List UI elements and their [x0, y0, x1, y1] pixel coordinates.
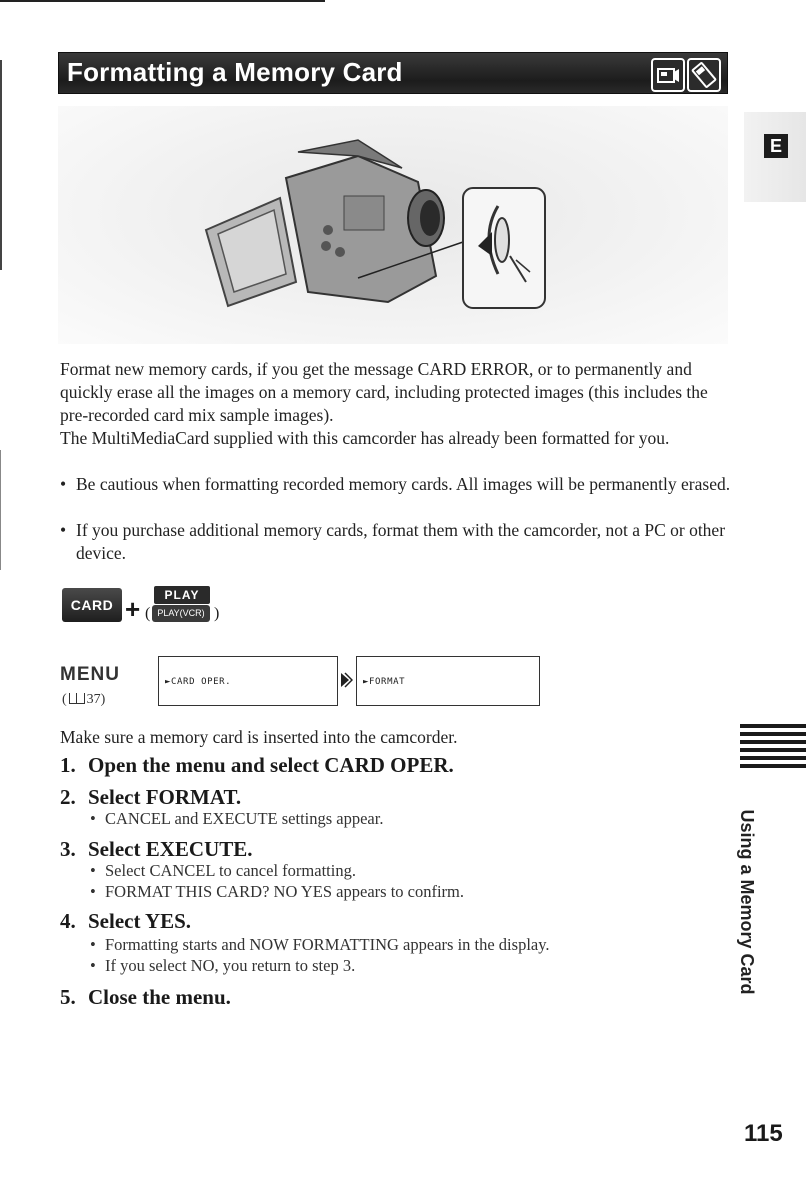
detail-text: Formatting starts and NOW FORMATTING appears in the display.: [105, 935, 550, 954]
detail-text: FORMAT THIS CARD? NO YES appears to confirm.: [105, 882, 465, 901]
step-number: 1.: [60, 753, 76, 777]
step-number: 4.: [60, 909, 76, 933]
intro-paragraph: Format new memory cards, if you get the message CARD ERROR, or to permanently and quickly erase all the images on a memory card, including protected images (this includes the pre-recorded card mix sample images).: [60, 359, 708, 425]
book-icon: [69, 693, 85, 704]
bullet-dot: •: [90, 956, 96, 975]
bullet-dot: •: [60, 474, 67, 494]
language-letter: E: [764, 134, 788, 158]
step-number: 5.: [60, 985, 76, 1009]
step-4: [60, 908, 191, 934]
menu-box-card-oper: [158, 656, 338, 706]
play-mode-label: PLAY: [154, 586, 210, 604]
step-detail: [90, 955, 355, 977]
step-title: Select YES.: [88, 909, 192, 933]
binding-mark: [0, 450, 1, 570]
section-index-bars: [740, 724, 806, 772]
step-1: [60, 752, 454, 778]
menu-item-format: ►FORMAT: [363, 677, 406, 687]
step-number: 2.: [60, 785, 76, 809]
step-title: Select FORMAT.: [88, 785, 242, 809]
bullet-dot: •: [90, 809, 96, 828]
next-arrow-icon: [339, 672, 353, 688]
bullet-dot: •: [90, 861, 96, 880]
step-detail: [90, 934, 550, 956]
plus-sign: +: [125, 594, 141, 624]
detail-text: If you select NO, you return to step 3.: [105, 956, 356, 975]
memory-card-mode-icon: [687, 58, 721, 92]
language-tab: [744, 112, 806, 202]
page-title: Formatting a Memory Card: [67, 57, 403, 87]
intro-paragraph: The MultiMediaCard supplied with this camcorder has already been formatted for you.: [60, 428, 670, 448]
step-3: [60, 836, 253, 862]
instruction-text: Make sure a memory card is inserted into the camcorder.: [60, 727, 458, 747]
title-bar: [58, 52, 728, 94]
menu-box-format: [356, 656, 540, 706]
close-paren: ): [214, 605, 220, 622]
detail-text: Select CANCEL to cancel formatting.: [105, 861, 356, 880]
ref-open: (: [62, 692, 67, 707]
menu-label: MENU: [60, 664, 120, 685]
binding-mark: [0, 60, 2, 270]
ref-page: 37): [86, 692, 106, 707]
step-title: Select EXECUTE.: [88, 837, 253, 861]
top-rule: [0, 0, 325, 2]
step-number: 3.: [60, 837, 76, 861]
step-detail: [90, 860, 356, 882]
camera-mode-icon: [651, 58, 685, 92]
bullet-text: If you purchase additional memory cards, format them with the camcorder, not a PC or other device.: [76, 520, 726, 563]
bullet-dot: •: [90, 935, 96, 954]
play-vcr-mode: PLAY(VCR): [152, 605, 210, 622]
section-label: Using a Memory Card: [737, 809, 757, 995]
menu-item-card-oper: ►CARD OPER.: [165, 677, 232, 687]
step-detail: [90, 881, 464, 903]
camcorder-illustration: [58, 106, 728, 344]
step-detail: [90, 808, 383, 830]
step-5: [60, 984, 231, 1010]
menu-page-reference: [62, 692, 105, 708]
page-number: 115: [744, 1120, 783, 1147]
step-title: Open the menu and select CARD OPER.: [88, 753, 454, 777]
step-title: Close the menu.: [88, 985, 231, 1009]
step-2: [60, 784, 241, 810]
bullet-dot: •: [60, 520, 67, 540]
open-paren: (: [145, 605, 151, 622]
bullet-text: Be cautious when formatting recorded memory cards. All images will be permanently erased.: [76, 474, 731, 494]
bullet-dot: •: [90, 882, 96, 901]
card-button: CARD: [62, 588, 122, 622]
detail-text: CANCEL and EXECUTE settings appear.: [105, 809, 384, 828]
